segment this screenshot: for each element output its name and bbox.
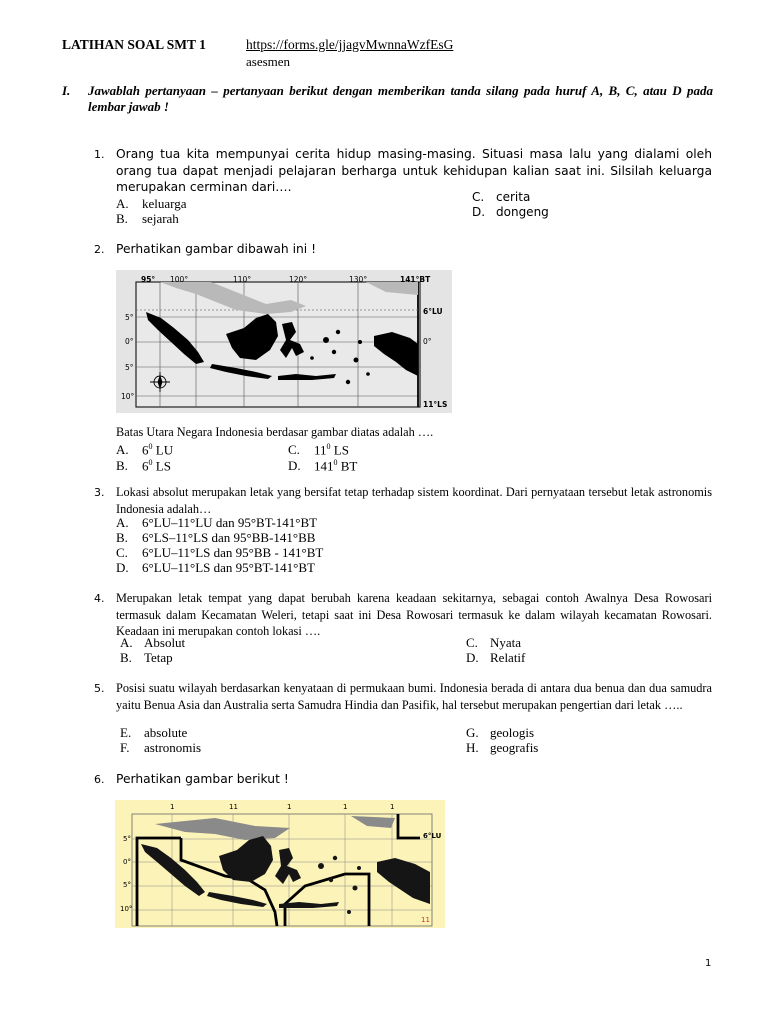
map-label: 5°: [123, 881, 131, 889]
map-label: 141°BT: [400, 275, 431, 284]
page-number: 1: [705, 958, 712, 969]
option-a[interactable]: A. $6^0$ LU: [116, 442, 174, 458]
option-b[interactable]: B. Tetap: [120, 650, 173, 665]
map-label: 0°: [123, 858, 131, 866]
question-number: 2.: [94, 243, 105, 256]
option-b[interactable]: B. 6°LS–11°LS dan 95°BB-141°BB: [116, 530, 316, 545]
question-number: 4.: [94, 592, 105, 605]
question-followup: Batas Utara Negara Indonesia berdasar gambar diatas adalah ….: [116, 425, 434, 439]
map-label: 6°LU: [423, 832, 442, 840]
map-label: 1: [390, 803, 395, 811]
question-number: 3.: [94, 486, 105, 499]
question-text: Lokasi absolut merupakan letak yang bersifat tetap terhadap sistem koordinat. Dari pernyataan tersebut letak astronomis Indonesia adalah…: [116, 485, 712, 516]
indonesia-map-2: [115, 800, 445, 928]
question-text: Orang tua kita mempunyai cerita hidup masing-masing. Situasi masa lalu yang dialami oleh orang tua dapat menjadi pelajaran berharga untuk kehidupan kalian saat ini. Silsilah keluarga merupakan cerminan dari….: [116, 147, 712, 194]
option-a[interactable]: A. 6°LU–11°LU dan 95°BT-141°BT: [116, 515, 318, 530]
option-a[interactable]: A. keluarga: [116, 196, 187, 211]
question-text: Posisi suatu wilayah berdasarkan kenyataan di permukaan bumi. Indonesia berada di antara dua benua dan dua samudra yaitu Benua Asia dan Australia serta Samudra Hindia dan Pasifik, hal tersebut merupakan pengertian dari letak …..: [116, 681, 712, 712]
option-c[interactable]: C. 6°LU–11°LS dan 95°BB - 141°BT: [116, 545, 324, 560]
option-f[interactable]: F. astronomis: [120, 740, 202, 755]
map-label: 11: [229, 803, 238, 811]
map-label: 10°: [121, 392, 135, 401]
option-g[interactable]: G. geologis: [466, 725, 535, 740]
map-label: 10°: [120, 905, 133, 913]
map-label: 0°: [423, 337, 432, 346]
map-label: 5°: [125, 363, 134, 372]
question-text: Merupakan letak tempat yang dapat berubah karena keadaan sekitarnya, sebagai contoh Awalnya Desa Rowosari termasuk dalam Kecamatan Weleri, tetapi saat ini Desa Rowosari termasuk ke dalam wilayah kecamatan Rowosari. Keadaan ini merupakan contoh lokasi ….: [116, 591, 712, 638]
map-label: 95°: [141, 275, 156, 284]
page-subtitle: asesmen: [246, 54, 291, 69]
option-b[interactable]: B. sejarah: [116, 211, 179, 226]
indonesia-map: [116, 270, 452, 413]
map-label: 1: [170, 803, 175, 811]
map-label: 120°: [289, 275, 308, 284]
map-label: 110°: [233, 275, 252, 284]
option-d[interactable]: D. $141^0$ BT: [288, 458, 358, 474]
option-a[interactable]: A. Absolut: [120, 635, 186, 650]
option-c[interactable]: C. cerita: [472, 190, 531, 204]
instruction-text: Jawablah pertanyaan – pertanyaan berikut dengan memberikan tanda silang pada huruf A, B, C, atau D pada lembar jawab !: [88, 83, 713, 114]
question-text: Perhatikan gambar dibawah ini !: [116, 242, 317, 256]
map-label: 11°LS: [423, 400, 448, 409]
question-number: 1.: [94, 148, 105, 161]
map-label: 100°: [170, 275, 189, 284]
option-c[interactable]: C. Nyata: [466, 635, 522, 650]
map-label: 5°: [123, 835, 131, 843]
option-e[interactable]: E. absolute: [120, 725, 188, 740]
map-label: 6°LU: [423, 307, 443, 316]
map-label: 11: [421, 916, 430, 924]
map-label: 1: [343, 803, 348, 811]
form-link[interactable]: https://forms.gle/jjagvMwnnaWzfEsG: [246, 37, 454, 52]
option-d[interactable]: D. Relatif: [466, 650, 526, 665]
option-d[interactable]: D. 6°LU–11°LS dan 95°BT-141°BT: [116, 560, 315, 575]
map-label: 1: [287, 803, 292, 811]
question-text: Perhatikan gambar berikut !: [116, 772, 289, 786]
question-number: 6.: [94, 773, 105, 786]
map-label: 0°: [125, 337, 134, 346]
option-c[interactable]: C. $11^0$ LS: [288, 442, 349, 458]
map-label: 130°: [349, 275, 368, 284]
option-h[interactable]: H. geografis: [466, 740, 539, 755]
option-b[interactable]: B. $6^0$ LS: [116, 458, 171, 474]
option-d[interactable]: D. dongeng: [472, 205, 549, 219]
map-label: 5°: [125, 313, 134, 322]
section-number: I.: [62, 83, 71, 98]
question-number: 5.: [94, 682, 105, 695]
page-title: LATIHAN SOAL SMT 1: [62, 37, 206, 52]
